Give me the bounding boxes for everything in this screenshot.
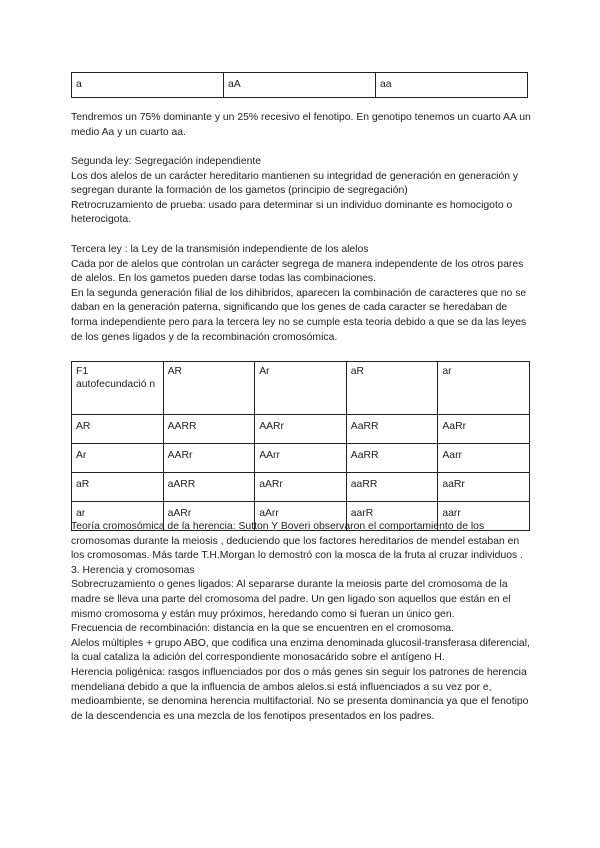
fenotipo-paragraph [71, 111, 533, 140]
section-title: Segunda ley: Segregación independiente [71, 156, 262, 167]
table-cell: aarr [438, 502, 530, 531]
table-cell: aaRR [346, 473, 438, 502]
table-cell: aA [224, 73, 376, 98]
tercera-ley-section [71, 243, 533, 345]
genotype-table [71, 72, 528, 98]
paragraph-text: Retrocruzamiento de prueba: usado para determinar si un individuo dominante es homocigoto o heterocigota. [71, 199, 513, 226]
paragraph-text: Frecuencia de recombinación: distancia en la que se encuentren en el cromosoma. [71, 623, 454, 635]
table-row [72, 473, 530, 502]
table-header-cell: F1 autofecundació n [72, 362, 164, 415]
table-cell: AaRR [346, 444, 438, 473]
table-row [72, 415, 530, 444]
table-cell: AARR [163, 415, 255, 444]
paragraph-text: Cada por de alelos que controlan un carácter segrega de manera independente de los otros pares de alelos. En los gametos pueden darse todas las combinaciones. [71, 258, 524, 285]
table-header-cell: ar [438, 362, 530, 415]
paragraph-text: Herencia poligénica: rasgos influenciados por dos o más genes sin seguir los patrones de herencia mendeliana debido a que la influencia de ambos alelos.si está influenciados a su vez por e, medioambiente, se denomina herencia multifactorial. No se presenta dominancia ya que el fenotipo de la descendencia es una mezcla de los fenotipos presentados en los padres. [71, 666, 529, 722]
paragraph-text: En la segunda generación filial de los dihibridos, aparecen la combinación de caracteres que no se daban en la generación paterna, significando que los genes de cada caracter se heredaban de forma independiente pero para la tercera ley no se cumple esta teoria debido a que se da las leyes de los genes ligados y de la recombinación cromosómica. [71, 287, 527, 343]
table-cell: aARR [163, 473, 255, 502]
paragraph-text: Tendremos un 75% dominante y un 25% recesivo el fenotipo. En genotipo tenemos un cuarto AA un medio Aa y un cuarto aa. [71, 112, 531, 138]
table-cell: AARr [255, 415, 347, 444]
table-cell: aR [72, 473, 164, 502]
paragraph-text: Alelos múltiples + grupo ABO, que codifica una enzima denominada glucosil-transferasa diferencial, la cual cataliza la adición del correspondiente monosacárido sobre el antígeno H. [71, 637, 530, 664]
table-cell: Ar [72, 444, 164, 473]
table-cell: AARr [163, 444, 255, 473]
table-cell: ar [72, 502, 164, 531]
table-cell: AaRR [346, 415, 438, 444]
teoria-cromosomica-section [71, 520, 533, 724]
table-cell: AaRr [438, 415, 530, 444]
segunda-ley-section [71, 155, 533, 228]
paragraph-text: Teoría cromosómica de la herencia: Sutton Y Boveri observaron el comportamiento de los cromosomas durante la meiosis , deduciendo que los factores hereditarios de mendel estaban en los cromosomas. Más tarde T.H.Morgan lo demostró con la mosca de la fruta al cruzar individuos . [71, 521, 523, 562]
table-header-cell: Ar [255, 362, 347, 415]
table-header-cell: aR [346, 362, 438, 415]
table-cell: a [72, 73, 224, 98]
table-cell: AR [72, 415, 164, 444]
paragraph-text: Sobrecruzamiento o genes ligados: Al separarse durante la meiosis parte del cromosoma de la madre se lleva una parte del cromosoma del padre. Un gen ligado son aquellos que están en el mismo cromosoma y están muy próximos, heredando como si fueran un único gen. [71, 579, 511, 620]
table-cell: aARr [163, 502, 255, 531]
table-cell: aARr [255, 473, 347, 502]
paragraph-text: Los dos alelos de un carácter hereditario mantienen su integridad de generación en generación y segregan durante la formación de los gametos (principio de segregación) [71, 170, 519, 197]
dihybrid-punnett-table [71, 361, 530, 531]
section-title: Tercera ley : la Ley de la transmisión independiente de los alelos [71, 244, 369, 255]
table-cell: aa [376, 73, 528, 98]
table-cell: aArr [255, 502, 347, 531]
table-header-row [72, 362, 530, 415]
table-header-cell: AR [163, 362, 255, 415]
table-cell: aaRr [438, 473, 530, 502]
table-cell: aarR [346, 502, 438, 531]
table-cell: AArr [255, 444, 347, 473]
table-row [72, 73, 528, 98]
section-title: 3. Herencia y cromosomas [71, 564, 195, 576]
table-row [72, 444, 530, 473]
table-cell: Aarr [438, 444, 530, 473]
